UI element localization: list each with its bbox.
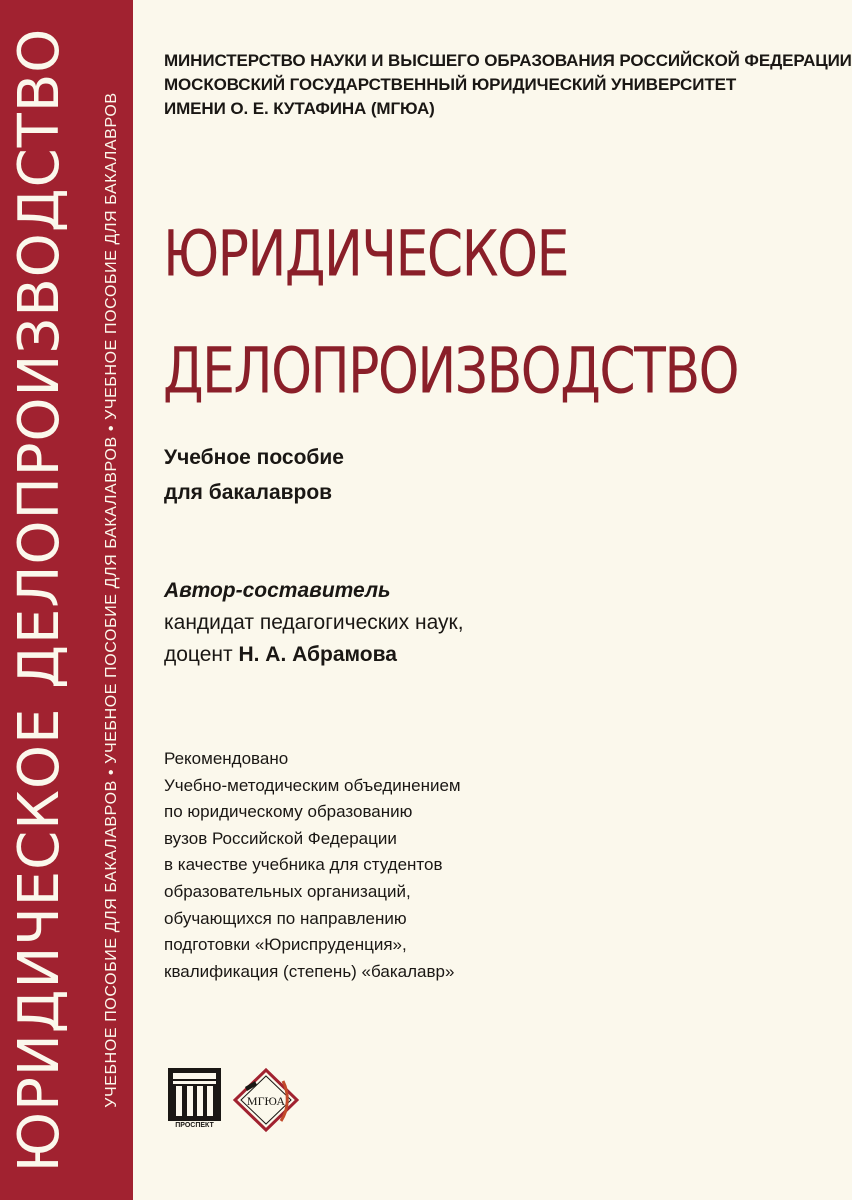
- recommendation-block: [164, 746, 461, 985]
- book-title-line-1: ЮРИДИЧЕСКОЕ: [163, 217, 568, 292]
- publisher-caption: ПРОСПЕКТ: [175, 1122, 214, 1129]
- book-type-line-1: Учебное пособие: [164, 446, 344, 469]
- institution-line-university: МОСКОВСКИЙ ГОСУДАРСТВЕННЫЙ ЮРИДИЧЕСКИЙ УНИВЕРСИТЕТ: [164, 75, 737, 94]
- recommendation-line: квалификация (степень) «бакалавр»: [164, 961, 455, 981]
- spine-title: ЮРИДИЧЕСКОЕ ДЕЛОПРОИЗВОДСТВО: [7, 27, 72, 1173]
- institution-line-named: ИМЕНИ О. Е. КУТАФИНА (МГЮА): [164, 99, 435, 118]
- recommendation-line: вузов Российской Федерации: [164, 828, 397, 848]
- recommendation-line: Рекомендовано: [164, 749, 289, 768]
- recommendation-line: по юридическому образованию: [164, 802, 413, 822]
- author-block: [164, 575, 464, 671]
- recommendation-line: Учебно-методическим объединением: [164, 775, 461, 795]
- book-type: [164, 440, 344, 510]
- book-title-line-2: ДЕЛОПРОИЗВОДСТВО: [163, 335, 739, 409]
- recommendation-line: в качестве учебника для студентов: [164, 855, 443, 875]
- spine-subtitle: УЧЕБНОЕ ПОСОБИЕ ДЛЯ БАКАЛАВРОВ • УЧЕБНОЕ ПОСОБИЕ ДЛЯ БАКАЛАВРОВ • УЧЕБНОЕ ПОСОБИЕ ДЛЯ БАКАЛАВРОВ: [103, 92, 120, 1108]
- institution-line-ministry: МИНИСТЕРСТВО НАУКИ И ВЫСШЕГО ОБРАЗОВАНИЯ РОССИЙСКОЙ ФЕДЕРАЦИИ: [164, 51, 852, 70]
- book-type-line-2: для бакалавров: [164, 481, 333, 504]
- institution-header: [164, 49, 852, 121]
- publisher-logos: [167, 1067, 307, 1137]
- recommendation-line: обучающихся по направлению: [164, 908, 407, 928]
- author-title-prefix: доцент: [164, 643, 239, 666]
- university-emblem-icon: [231, 1067, 301, 1133]
- author-name: Н. А. Абрамова: [238, 643, 397, 666]
- author-degree: кандидат педагогических наук,: [164, 611, 464, 634]
- recommendation-line: подготовки «Юриспруденция»,: [164, 935, 407, 955]
- recommendation-line: образовательных организаций,: [164, 881, 411, 901]
- book-title: [163, 196, 759, 430]
- university-mark-text: МГЮА: [246, 1094, 286, 1108]
- author-title-line: [164, 639, 464, 671]
- author-role: Автор-составитель: [164, 579, 391, 602]
